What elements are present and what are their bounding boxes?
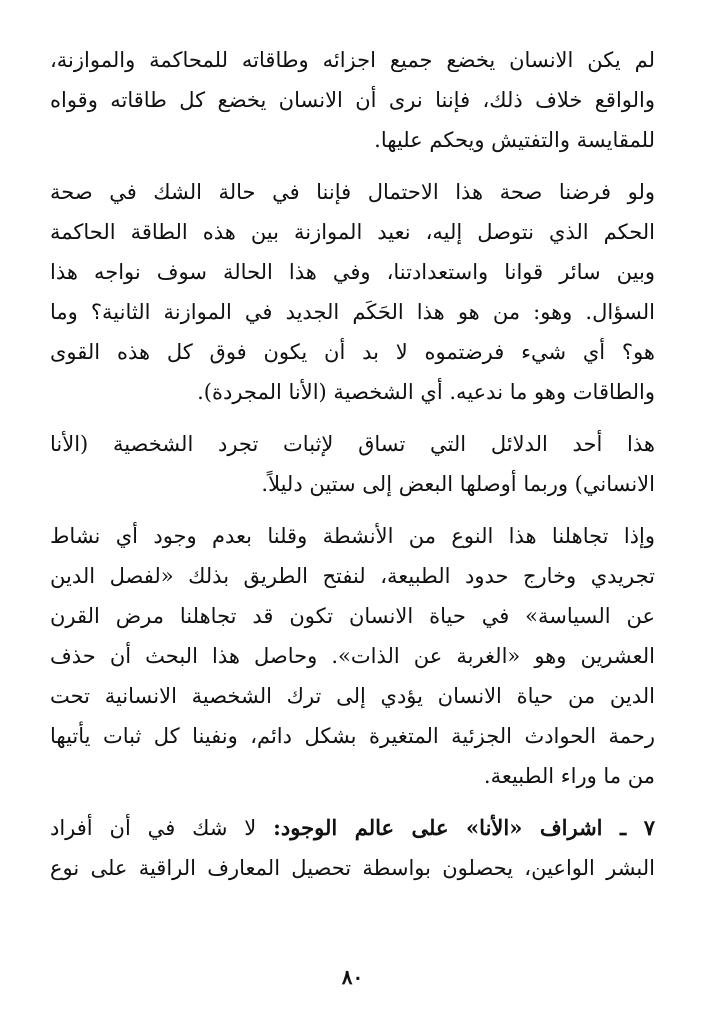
paragraph-3 xyxy=(50,424,655,504)
text-line: لم يكن الانسان يخضع جميع اجزائه وطاقاته للمحاكمة والموازنة، xyxy=(50,48,655,72)
text-line: ولو فرضنا صحة هذا الاحتمال فإننا في حالة الشك في صحة xyxy=(50,180,655,204)
paragraph-5 xyxy=(50,808,655,888)
paragraph-1 xyxy=(50,40,655,160)
paragraph-2 xyxy=(50,172,655,412)
text-line: والواقع خلاف ذلك، فإننا نرى أن الانسان يخضع كل طاقاته وقواه xyxy=(50,88,655,112)
section-heading: ٧ ـ اشراف «الأنا» على عالم الوجود: xyxy=(273,815,655,840)
paragraph-4 xyxy=(50,516,655,796)
text-line: هو؟ أي شيء فرضتموه لا بد أن يكون فوق كل هذه القوى xyxy=(50,340,655,364)
text-line: العشرين وهو «الغربة عن الذات». وحاصل هذا البحث أن حذف xyxy=(50,644,655,668)
heading-continuation: لا شك في أن أفراد xyxy=(50,816,274,840)
text-line: من ما وراء الطبيعة. xyxy=(483,764,655,788)
text-line: تجريدي وخارج حدود الطبيعة، لنفتح الطريق بذلك «لفصل الدين xyxy=(50,564,655,588)
text-line: للمقايسة والتفتيش ويحكم عليها. xyxy=(374,128,655,152)
text-line: هذا أحد الدلائل التي تساق لإثبات تجرد الشخصية (الأنا xyxy=(50,432,655,456)
page-number: ٨٠ xyxy=(341,965,364,989)
section-heading-line xyxy=(50,808,655,848)
text-line: والطاقات وهو ما ندعيه. أي الشخصية (الأنا المجردة). xyxy=(197,380,655,404)
text-line: عن السياسة» في حياة الانسان تكون قد تجاهلنا مرض القرن xyxy=(50,604,655,628)
text-line: السؤال. وهو: من هو هذا الحَكَم الجديد في الموازنة الثانية؟ وما xyxy=(50,300,655,324)
text-line: الدين من حياة الانسان يؤدي إلى ترك الشخصية الانسانية تحت xyxy=(50,684,655,708)
text-line: الانساني) وربما أوصلها البعض إلى ستين دليلاً. xyxy=(261,472,655,496)
text-line: الحكم الذي نتوصل إليه، نعيد الموازنة بين هذه الطاقة الحاكمة xyxy=(50,220,655,244)
text-line: البشر الواعين، يحصلون بواسطة تحصيل المعارف الراقية على نوع xyxy=(50,856,655,880)
text-line: وبين سائر قوانا واستعدادتنا، وفي هذا الحالة سوف نواجه هذا xyxy=(50,260,655,284)
text-line: وإذا تجاهلنا هذا النوع من الأنشطة وقلنا بعدم وجود أي نشاط xyxy=(50,524,655,548)
page-body xyxy=(50,40,655,900)
text-line: رحمة الحوادث الجزئية المتغيرة بشكل دائم، ونفينا كل ثبات يأتيها xyxy=(50,724,655,748)
